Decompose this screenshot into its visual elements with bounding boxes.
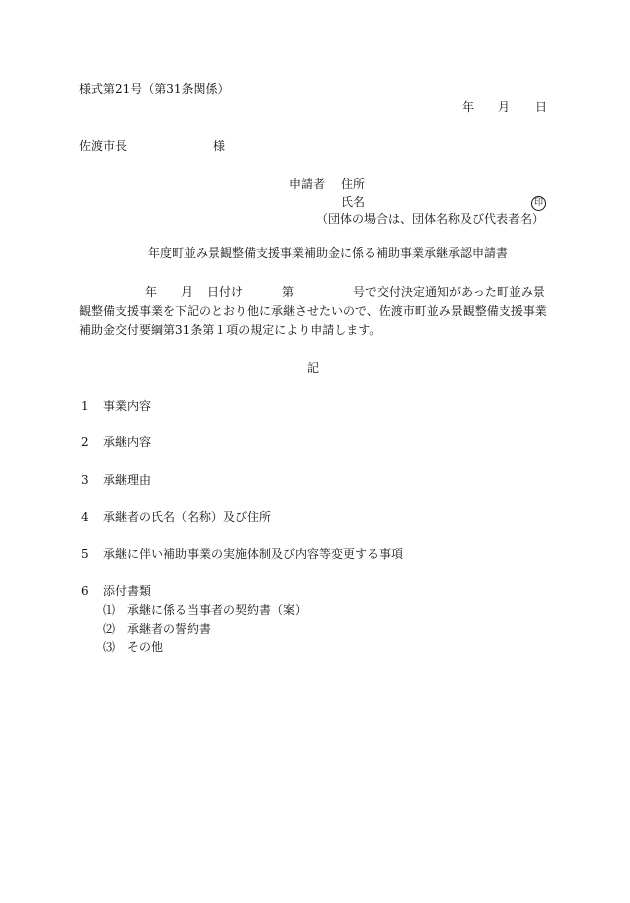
body-line1-rest: 号で交付決定通知があった町並み景 (353, 285, 545, 299)
seal-mark (531, 194, 546, 211)
item-label: 承継内容 (103, 435, 152, 449)
item-number: 3 (81, 473, 89, 487)
attachment-label: 承継に係る当事者の契約書（案） (127, 603, 308, 617)
body-month: 月 (181, 285, 194, 299)
date-year: 年 (462, 100, 475, 114)
attachment-label: その他 (127, 640, 164, 654)
item-number: 1 (81, 399, 89, 413)
applicant-role-label: 申請者 (289, 177, 326, 191)
item-label: 事業内容 (103, 399, 152, 413)
item-label: 添付書類 (103, 584, 152, 598)
item-label: 承継に伴い補助事業の実施体制及び内容等変更する事項 (103, 547, 404, 561)
attachment-number: ⑴ (103, 603, 116, 617)
body-line-3: 補助金交付要綱第31条第１項の規定により申請します。 (79, 323, 382, 337)
addressee-honorific: 様 (213, 139, 226, 153)
item-label: 承継理由 (103, 473, 152, 487)
body-line-2: 観整備支援事業を下記のとおり他に承継させたいので、佐渡市町並み景観整備支援事業 (79, 304, 547, 318)
attachment-label: 承継者の誓約書 (127, 622, 212, 636)
document-title: 年度町並み景観整備支援事業補助金に係る補助事業承継承認申請書 (148, 246, 509, 260)
item-label: 承継者の氏名（名称）及び住所 (103, 510, 272, 524)
applicant-address-label: 住所 (341, 177, 366, 191)
item-number: 2 (81, 435, 89, 449)
date-month: 月 (498, 100, 511, 114)
attachment-number: ⑵ (103, 622, 116, 636)
addressee-name: 佐渡市長 (79, 139, 128, 153)
form-number: 様式第21号（第31条関係） (79, 82, 230, 96)
ki-heading: 記 (307, 361, 320, 375)
body-day: 日付け (207, 285, 244, 299)
applicant-name-label: 氏名 (341, 195, 366, 209)
body-year: 年 (145, 285, 158, 299)
attachment-number: ⑶ (103, 640, 116, 654)
seal-icon: 印 (531, 196, 546, 211)
item-number: 5 (81, 547, 89, 561)
body-number-prefix: 第 (282, 285, 295, 299)
date-day: 日 (535, 100, 548, 114)
applicant-note: （団体の場合は、団体名称及び代表者名） (316, 212, 545, 226)
item-number: 4 (81, 510, 89, 524)
item-number: 6 (81, 584, 89, 598)
